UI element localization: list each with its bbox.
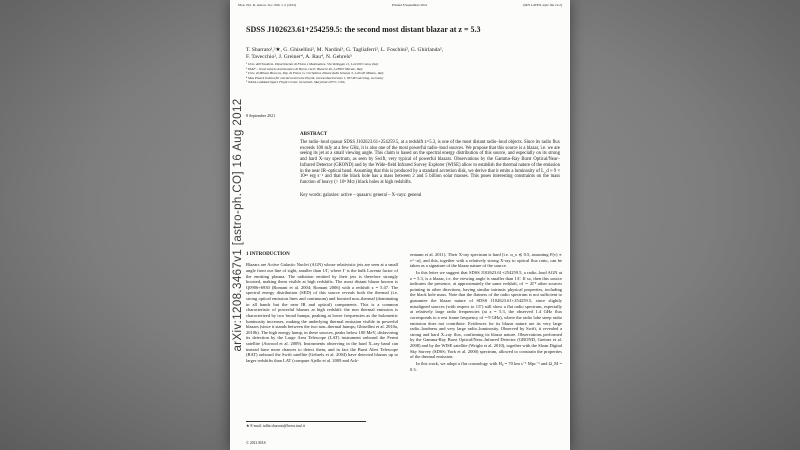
journal-header-right: (MN LATEX style file v2.2) [523, 3, 562, 7]
abstract-block [300, 132, 560, 199]
abstract-heading: ABSTRACT [300, 132, 328, 137]
email-footnote: ★ E-mail: tullia.sbarrato@brera.inaf.it [246, 421, 366, 429]
paper-page [230, 0, 570, 450]
affiliation-5: ⁵ NASA-Goddard Space Flight Center, Greenbelt, Maryland 20771, USA [246, 80, 345, 85]
affiliation-3: ³ Univ. di Milano Bicocca, Dip. di Fisica G. Occhialini, Piazza della Scienza 3, I-20126 Milano, Italy [246, 71, 384, 76]
intro-paragraph-2: ermann et al. 2011). Their X-ray spectrum is hard [i.e. α_x ≲ 0.5, assuming F(ν) ∝ ν^−α], and this, together with a relatively strong X-ray to optical flux ratio, can be taken as a signature of the blazar nature of the source. [410, 252, 562, 269]
keywords-line: Key words: galaxies: active – quasars: general – X–rays: general [300, 192, 422, 198]
affiliation-4: ⁴ Max Planck Institut für extraterrestrische Physik, Giessenbachstrasse 1, 85748 Garching, Germany [246, 75, 384, 80]
body-column-left [246, 252, 398, 365]
author-line-2: F. Tavecchio², J. Greiner⁴, A. Rau⁴, N. Gehrels⁵ [246, 53, 353, 60]
affiliation-list [246, 62, 560, 85]
intro-paragraph-1: Blazars are Active Galactic Nuclei (AGN) whose relativistic jets are seen at a small angle from our line of sight, smaller than 1/Γ, where Γ is the bulk Lorentz factor of the emitting plasma. The radiation emitted by their jets is therefore strongly boosted, making them visible at high redshifts. The most distant blazar known is Q0906+6930 (Romani et al. 2004; Romani 2006) with a redshift z = 5.47. The spectral energy distribution (SED) of this source reveals both the thermal (i.e. strong optical emission lines and continuum) and boosted non–thermal (dominating in all bands but the near IR and optical) components. This is a common characteristic of powerful blazars at high redshift: the non thermal emission is characterized by two broad humps, peaking at lower frequencies as the bolometric luminosity increases, making the underlying thermal emission visible in powerful blazars (since it stands between the two non–thermal humps; Ghisellini et al. 2010a, 2010b). The high energy hump, in these sources, peaks below 100 MeV, disfavoring its detection by the Large Area Telescope (LAT) instrument onboard the Fermi satellite (Atwood et al. 2009). Instruments observing in the hard X–ray band can instead have more chances to detect them, and in fact the Burst Alert Telescope (BAT) onboard the Swift satellite (Gehrels et al. 2004) have detected blazars up to larger redshifts than LAT (compare Ajello et al. 2009 and Ack- [246, 262, 398, 363]
arxiv-stamp: arXiv:1208.3467v1 [astro-ph.CO] 16 Aug 2012 [232, 98, 244, 352]
copyright-line: © 2012 RAS [246, 441, 266, 445]
journal-header [238, 3, 562, 7]
date-line: 8 September 2021 [246, 113, 276, 118]
affiliation-2: ² INAF – Osservatorio Astronomico di Brera, via E. Bianchi 46, I-23807 Merate, Italy [246, 66, 363, 71]
author-list [246, 47, 560, 61]
intro-paragraph-4: In this work, we adopt a flat cosmology with H₀ = 70 km s⁻¹ Mpc⁻¹ and Ω_M = 0.3. [410, 360, 562, 372]
paper-title: SDSS J102623.61+254259.5: the second most distant blazar at z = 5.3 [246, 25, 481, 34]
section-1-heading: 1 INTRODUCTION [246, 252, 290, 257]
body-column-right [410, 252, 562, 373]
intro-paragraph-3: In this letter we suggest that SDSS J102623.61+254259.5, a radio–loud AGN at z = 5.3, is a blazar, i.e. the viewing angle is smaller than 1/Γ. If so, then this source indicates the presence, at approximately the same redshift, of ∼ 2Γ² other sources pointing in other directions, having similar intrinsic physical properties, including the black hole mass. Note that the flatness of the radio spectrum is not sufficient to guarantee the blazar nature of SDSS J102623.61+254259.5, since slightly misaligned sources (with respect to 1/Γ) still show a flat radio spectrum, especially at relatively large radio frequencies (at z = 5.3, the observed 1.4 GHz flux corresponds to a rest frame frequency of ∼9 GHz), where the radio lobe steep radio emission does not contribute. Evidences for its blazar nature are its very large radio–loudness and very large radio–luminosity. Observed by Swift, it revealed a strong and hard X–ray flux, confirming its blazar nature. Observations performed by the Gamma-Ray Burst Optical/Near–Infrared Detector (GROND, Greiner et al. 2008) and by the WISE satellite (Wright et al. 2010), together with the Sloan Digital Sky Survey (SDSS; York et al. 2000) spectrum, allowed to constrain the properties of the thermal emission. [410, 269, 562, 360]
affiliation-1: ¹ Univ. dell'Insubria, Dipartimento di Fisica e Matematica, Via Valleggio 11, I-22100 Como, Italy [246, 62, 379, 66]
author-line-1: T. Sbarrato¹,²★, G. Ghisellini², M. Nardini³, G. Tagliaferri², L. Foschini², G. Ghirlanda², [246, 47, 443, 53]
journal-header-center: Printed 8 September 2021 [392, 3, 428, 7]
abstract-text: The radio–loud quasar SDSS J102623.61+254259.5, at a redshift z=5.3, is one of the most distant radio–loud objects. Since its radio flux exceeds 100 mJy at a few GHz, it is also one of the most powerful radio–loud sources. We propose that this source is a blazar, i.e. we are seeing its jet at a small viewing angle. This claim is based on the spectral energy distribution of this source, and especially on its strong and hard X–ray spectrum, as seen by Swift, very typical of powerful blazars. Observations by the Gamma–Ray Burst Optical/Near–Infrared Detector (GROND) and by the Wide–field Infrared Survey Explorer (WISE) allow to establish the thermal nature of the emission in the near IR–optical band. Assuming that this is produced by a standard accretion disk, we derive that it emits a luminosity of L_d ≈ 9 × 10⁴⁶ erg s⁻¹ and that the black hole has a mass between 2 and 5 billion solar masses. This poses interesting constraints on the mass function of heavy (> 10⁹ M⊙) black holes at high redshifts. [300, 140, 560, 186]
journal-header-left: Mon. Not. R. Astron. Soc. 000, 1–5 (2012) [238, 3, 297, 7]
